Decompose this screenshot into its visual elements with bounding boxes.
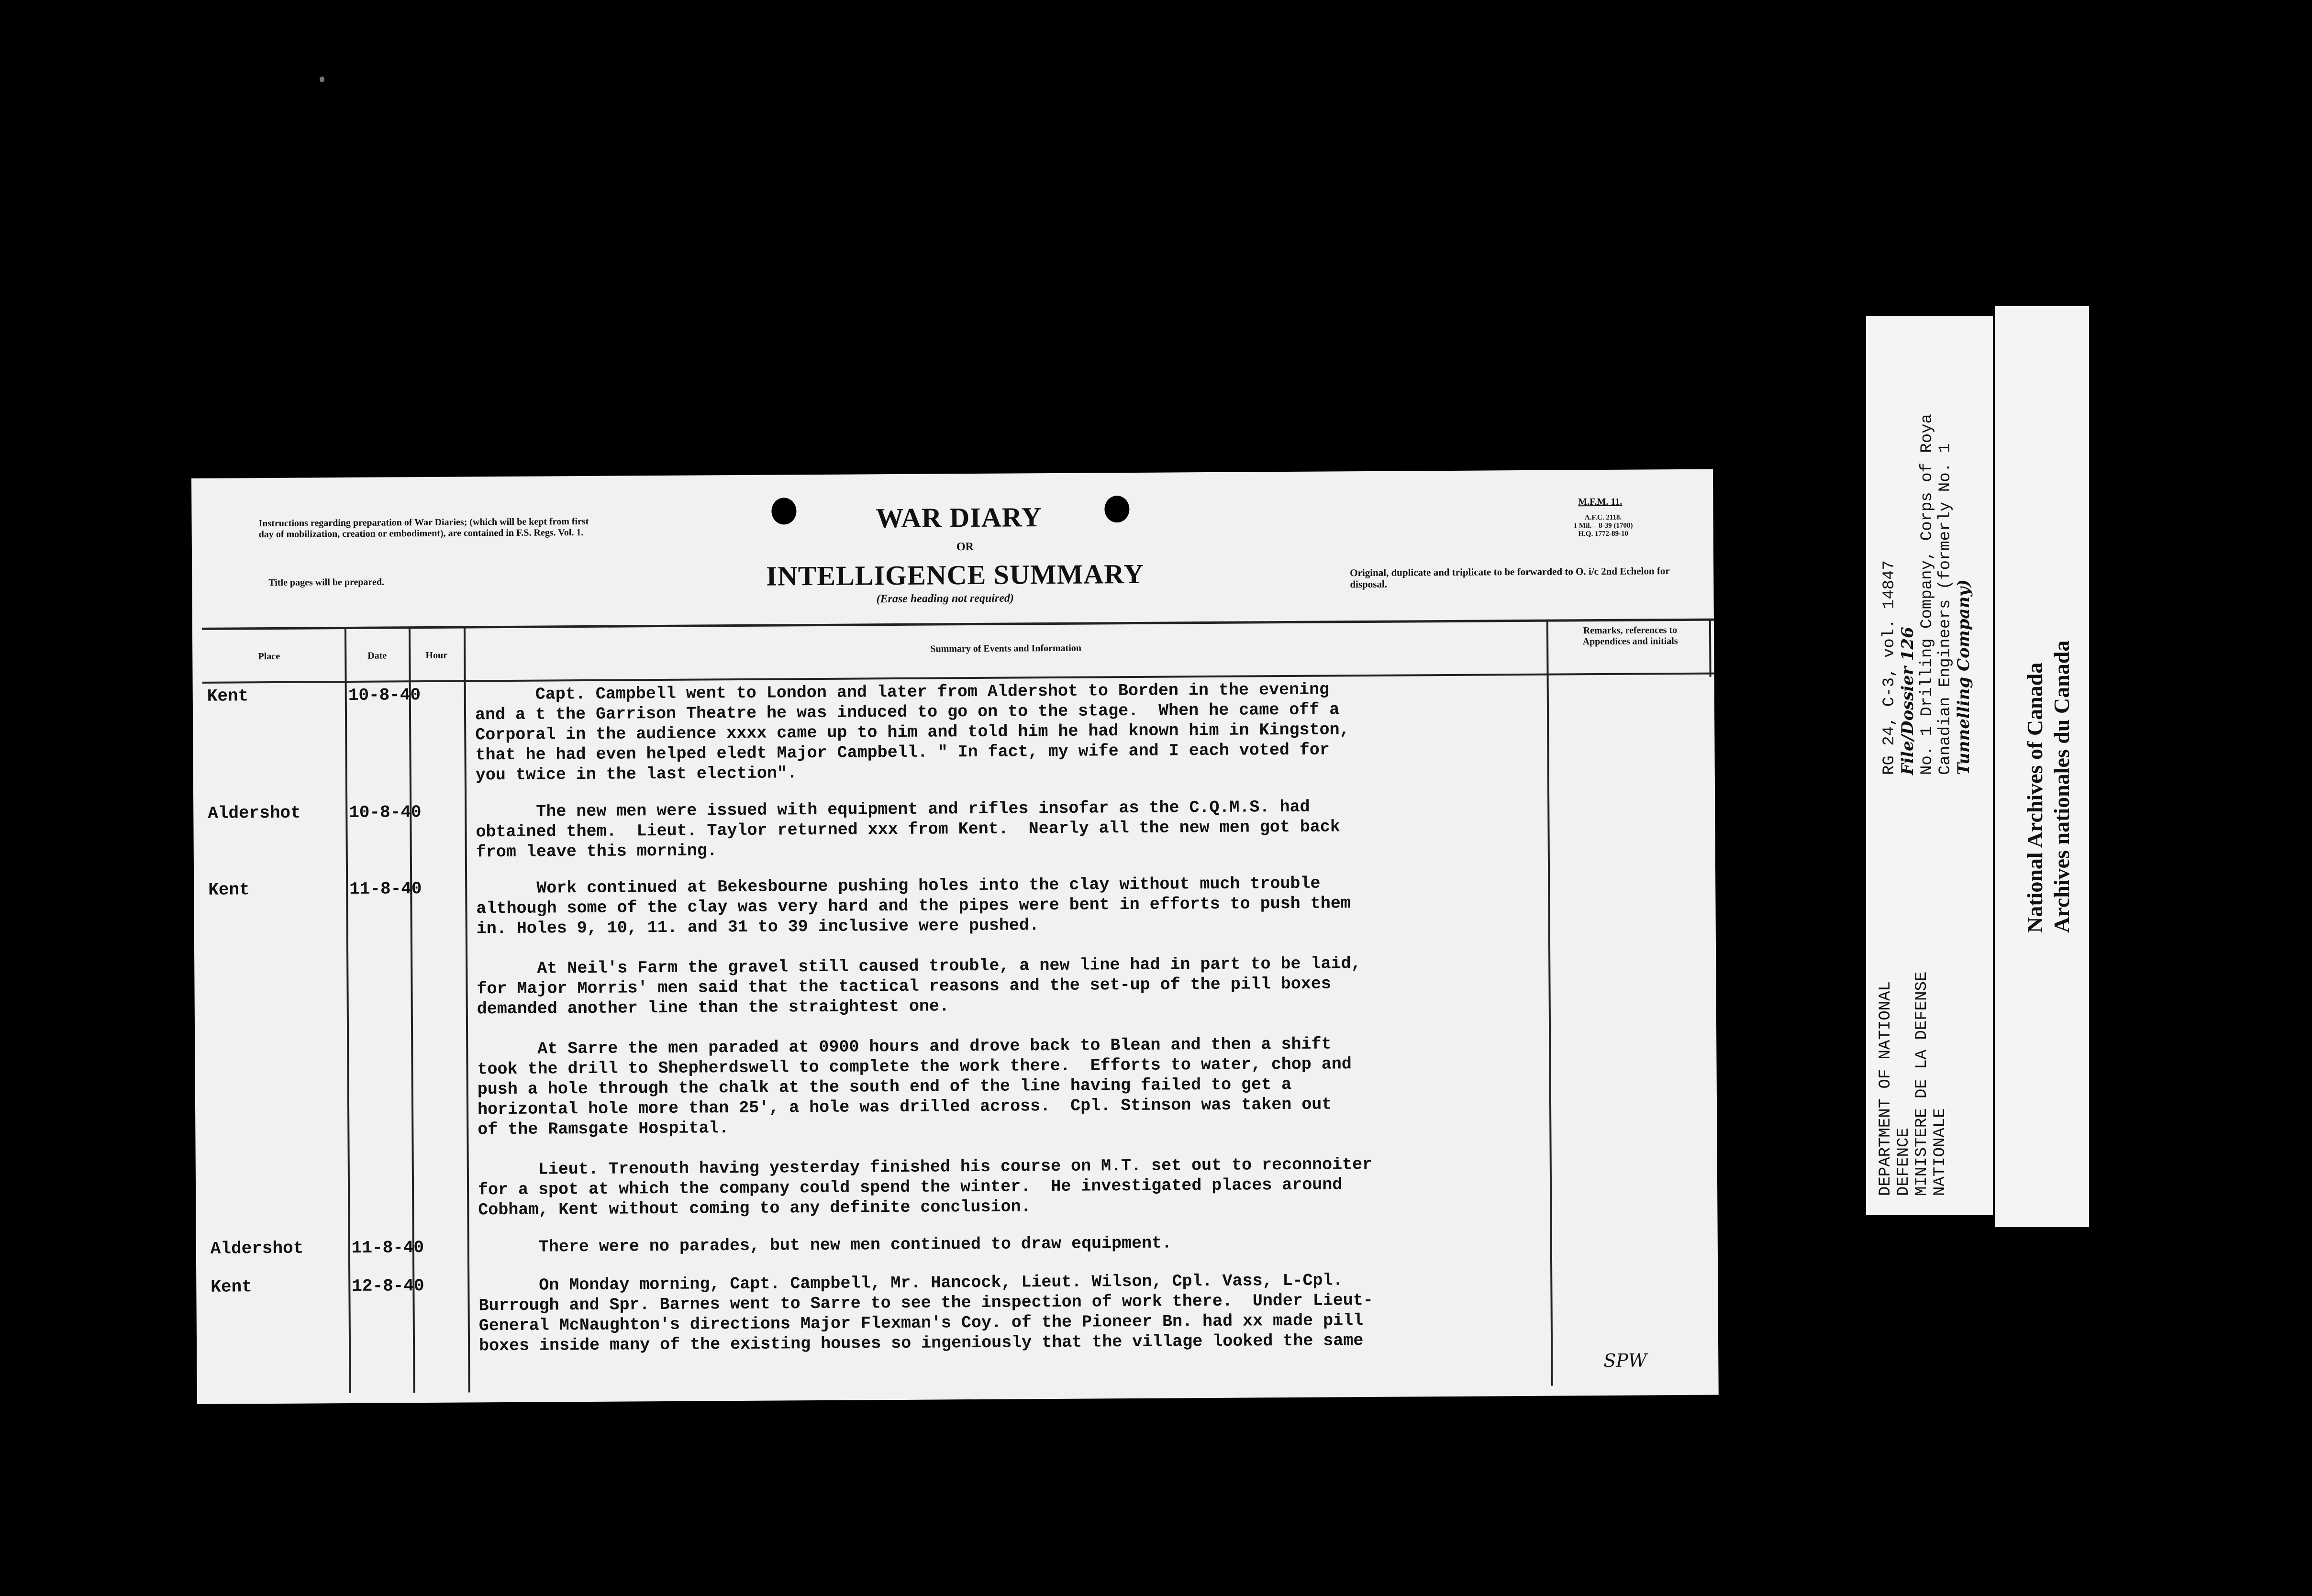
- form-codes: [1570, 514, 1637, 539]
- form-title: WAR DIARY: [876, 501, 1042, 534]
- entry-text-line: of the Ramsgate Hospital.: [478, 1119, 729, 1140]
- reference-block: [1880, 414, 1974, 775]
- entry-text-line: and a t the Garrison Theatre he was induced to go on to the stage. When he came off a: [475, 700, 1340, 725]
- form-code-line: H.Q. 1772-89-10: [1578, 530, 1629, 538]
- col-head-remarks: Remarks, references to Appendices and initials: [1582, 625, 1678, 647]
- entry-date: 12-8-40: [352, 1276, 424, 1296]
- erase-heading-note: (Erase heading not required): [876, 592, 1014, 606]
- entry-place: Kent: [211, 1277, 252, 1297]
- entry-text-line: Work continued at Bekesbourne pushing holes into the clay without much trouble: [476, 874, 1321, 898]
- entry-text-line: General McNaughton's directions Major Flexman's Coy. of the Pioneer Bn. had xx made pill: [478, 1311, 1364, 1336]
- entry-text-line: that he had even helped eledt Major Campbell. " In fact, my wife and I each voted for: [475, 740, 1330, 765]
- entry-text-line: for a spot at which the company could spend the winter. He investigated places around: [478, 1175, 1343, 1200]
- archives-name-block: [2022, 641, 2075, 933]
- unit-line: No. 1 Drilling Company, Corps of Roya: [1918, 414, 1936, 775]
- instructions-text: Instructions regarding preparation of War Diaries; (which will be kept from first day of mobilization, creation or embodiment), are contained in F.S. Regs. Vol. 1.: [258, 516, 589, 540]
- form-number: M.F.M. 11.: [1578, 496, 1623, 508]
- entry-text-line: from leave this morning.: [476, 841, 717, 862]
- entry-text-line: for Major Morris' men said that the tactical reasons and the set-up of the pill boxes: [477, 974, 1331, 999]
- national-archives-stamp: [1995, 306, 2089, 1227]
- col-divider-place: [345, 628, 351, 1393]
- archive-reference-label: [1866, 316, 1993, 1215]
- archives-name-en: National Archives of Canada: [2023, 662, 2047, 933]
- col-divider-right: [1709, 620, 1712, 677]
- entry-text-line: There were no parades, but new men continued to draw equipment.: [478, 1233, 1172, 1257]
- punch-hole-left: [771, 498, 796, 524]
- entry-text-line: The new men were issued with equipment and rifles insofar as the C.Q.M.S. had: [476, 797, 1310, 822]
- entry-text-line: demanded another line than the straightest one.: [477, 997, 950, 1019]
- col-head-summary: Summary of Events and Information: [930, 643, 1082, 654]
- film-speck: [320, 77, 324, 82]
- entry-date: 11-8-40: [349, 879, 422, 899]
- entry-text-line: Cobham, Kent without coming to any definite conclusion.: [478, 1197, 1031, 1220]
- entry-date: 10-8-40: [348, 685, 421, 706]
- entry-text-line: Burrough and Spr. Barnes went to Sarre to see the inspection of work there. Under Lieut-: [478, 1290, 1373, 1316]
- entry-text-line: Lieut. Trenouth having yesterday finished his course on M.T. set out to reconnoiter: [478, 1154, 1373, 1180]
- archives-name-fr: Archives nationales du Canada: [2049, 640, 2074, 933]
- department-line: NATIONALE: [1931, 1108, 1949, 1196]
- department-line: DEPARTMENT OF NATIONAL: [1877, 981, 1895, 1196]
- table-top-rule: [202, 619, 1714, 630]
- entry-text-line: horizontal hole more than 25', a hole was drilled across. Cpl. Stinson was taken out: [477, 1095, 1332, 1119]
- col-head-date: Date: [367, 650, 387, 661]
- title-pages-note: Title pages will be prepared.: [268, 576, 385, 588]
- entry-text-line: although some of the clay was very hard and the pipes were bent in efforts to push them: [476, 894, 1351, 919]
- col-head-place: Place: [258, 651, 280, 662]
- punch-hole-right: [1104, 496, 1129, 522]
- department-line: MINISTERE DE LA DEFENSE: [1913, 971, 1931, 1196]
- unit-line: Canadian Engineers (formerly No. 1: [1936, 443, 1955, 775]
- entry-date: 10-8-40: [349, 802, 422, 823]
- entry-text-line: push a hole through the chalk at the south end of the line having failed to get a: [477, 1075, 1292, 1099]
- file-number: File/Dossier 126: [1898, 627, 1917, 775]
- war-diary-page: [191, 469, 1719, 1404]
- handwritten-unit-note: Tunnelling Company): [1954, 579, 1973, 775]
- entry-text-line: At Sarre the men paraded at 0900 hours and drove back to Blean and then a shift: [477, 1034, 1332, 1059]
- reference-number: RG 24, C-3, vol. 14847: [1880, 560, 1899, 775]
- col-head-hour: Hour: [425, 650, 448, 661]
- forwarding-note: Original, duplicate and triplicate to be forwarded to O. i/c 2nd Echelon for disposal.: [1350, 565, 1670, 590]
- entry-place: Aldershot: [210, 1238, 304, 1259]
- form-code-line: A.F.C. 2118.: [1584, 513, 1622, 522]
- entry-text-line: Corporal in the audience xxxx came up to him and told him he had known him in Kingston,: [475, 720, 1350, 745]
- department-line: DEFENCE: [1895, 1128, 1913, 1196]
- entry-date: 11-8-40: [351, 1238, 424, 1258]
- entry-text-line: On Monday morning, Capt. Campbell, Mr. Hancock, Lieut. Wilson, Cpl. Vass, L-Cpl.: [478, 1271, 1343, 1296]
- col-divider-hour: [464, 627, 470, 1393]
- entry-text-line: Capt. Campbell went to London and later from Aldershot to Borden in the evening: [475, 680, 1330, 705]
- entry-place: Aldershot: [208, 803, 301, 823]
- entry-place: Kent: [207, 686, 249, 706]
- entry-text-line: obtained them. Lieut. Taylor returned xxx from Kent. Nearly all the new men got back: [476, 817, 1340, 842]
- entry-text-line: took the drill to Shepherdswell to complete the work there. Efforts to water, chop and: [477, 1054, 1352, 1079]
- entry-text-line: you twice in the last election".: [475, 764, 798, 785]
- entry-place: Kent: [208, 880, 250, 900]
- department-block: [1877, 972, 1949, 1196]
- entry-text-line: boxes inside many of the existing houses so ingeniously that the village looked the same: [478, 1331, 1364, 1356]
- col-divider-summary: [1546, 621, 1553, 1386]
- form-title-or: OR: [956, 541, 974, 554]
- entry-text-line: in. Holes 9, 10, 11. and 31 to 39 inclusive were pushed.: [476, 916, 1040, 939]
- form-code-line: 1 Mil.—8-39 (1708): [1573, 521, 1633, 530]
- form-subtitle: INTELLIGENCE SUMMARY: [766, 558, 1145, 592]
- handwritten-initials: SPW: [1603, 1350, 1647, 1372]
- entry-text-line: At Neil's Farm the gravel still caused trouble, a new line had in part to be laid,: [477, 954, 1361, 979]
